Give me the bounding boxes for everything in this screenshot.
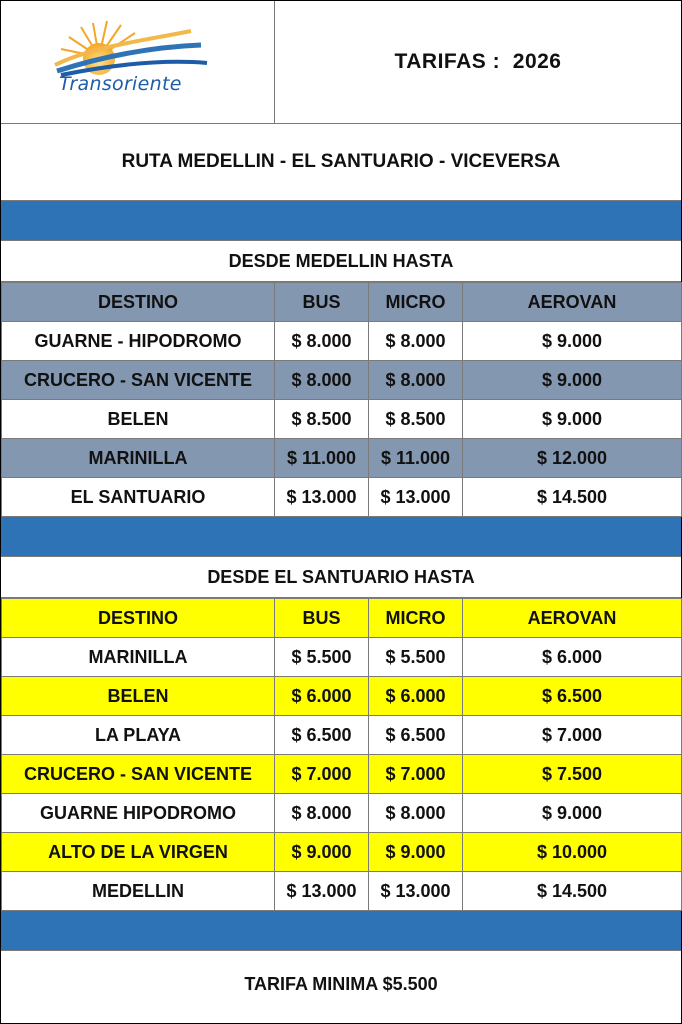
bus-price-cell: $ 9.000 bbox=[275, 833, 369, 872]
column-header-aerovan: AEROVAN bbox=[463, 599, 682, 638]
aerovan-price-cell: $ 7.000 bbox=[463, 716, 682, 755]
bus-price-cell: $ 6.000 bbox=[275, 677, 369, 716]
micro-price-cell: $ 7.000 bbox=[369, 755, 463, 794]
table-row bbox=[2, 400, 682, 439]
micro-price-cell: $ 8.000 bbox=[369, 322, 463, 361]
micro-price-cell: $ 8.000 bbox=[369, 361, 463, 400]
micro-price-cell: $ 6.500 bbox=[369, 716, 463, 755]
micro-price-cell: $ 13.000 bbox=[369, 478, 463, 517]
destination-cell: EL SANTUARIO bbox=[2, 478, 275, 517]
bus-price-cell: $ 5.500 bbox=[275, 638, 369, 677]
column-header-bus: BUS bbox=[275, 283, 369, 322]
destination-cell: LA PLAYA bbox=[2, 716, 275, 755]
destination-cell: CRUCERO - SAN VICENTE bbox=[2, 361, 275, 400]
column-header-aerovan: AEROVAN bbox=[463, 283, 682, 322]
table-row bbox=[2, 716, 682, 755]
table-row bbox=[2, 322, 682, 361]
aerovan-price-cell: $ 14.500 bbox=[463, 478, 682, 517]
destination-cell: BELEN bbox=[2, 677, 275, 716]
sun-logo-icon bbox=[51, 17, 211, 79]
column-header-destino: DESTINO bbox=[2, 283, 275, 322]
table-row bbox=[2, 361, 682, 400]
header bbox=[1, 1, 681, 124]
destination-cell: ALTO DE LA VIRGEN bbox=[2, 833, 275, 872]
bus-price-cell: $ 8.000 bbox=[275, 322, 369, 361]
table-row bbox=[2, 755, 682, 794]
section-title-medellin: DESDE MEDELLIN HASTA bbox=[1, 241, 681, 282]
logo bbox=[1, 1, 275, 123]
aerovan-price-cell: $ 9.000 bbox=[463, 361, 682, 400]
destination-cell: BELEN bbox=[2, 400, 275, 439]
tariff-table-medellin bbox=[1, 282, 682, 517]
destination-cell: MEDELLIN bbox=[2, 872, 275, 911]
minimum-fare: TARIFA MINIMA $5.500 bbox=[244, 973, 438, 994]
aerovan-price-cell: $ 9.000 bbox=[463, 322, 682, 361]
table-row bbox=[2, 478, 682, 517]
bus-price-cell: $ 13.000 bbox=[275, 478, 369, 517]
aerovan-price-cell: $ 7.500 bbox=[463, 755, 682, 794]
table-row bbox=[2, 638, 682, 677]
route-title: RUTA MEDELLIN - EL SANTUARIO - VICEVERSA bbox=[1, 124, 681, 201]
aerovan-price-cell: $ 14.500 bbox=[463, 872, 682, 911]
bus-price-cell: $ 8.000 bbox=[275, 794, 369, 833]
bus-price-cell: $ 13.000 bbox=[275, 872, 369, 911]
micro-price-cell: $ 11.000 bbox=[369, 439, 463, 478]
micro-price-cell: $ 6.000 bbox=[369, 677, 463, 716]
table-row bbox=[2, 439, 682, 478]
blue-band bbox=[1, 201, 681, 241]
aerovan-price-cell: $ 12.000 bbox=[463, 439, 682, 478]
column-header-bus: BUS bbox=[275, 599, 369, 638]
micro-price-cell: $ 8.500 bbox=[369, 400, 463, 439]
aerovan-price-cell: $ 6.500 bbox=[463, 677, 682, 716]
aerovan-price-cell: $ 10.000 bbox=[463, 833, 682, 872]
destination-cell: CRUCERO - SAN VICENTE bbox=[2, 755, 275, 794]
column-header-micro: MICRO bbox=[369, 599, 463, 638]
destination-cell: MARINILLA bbox=[2, 439, 275, 478]
table-row bbox=[2, 872, 682, 911]
bus-price-cell: $ 8.000 bbox=[275, 361, 369, 400]
section-title-santuario: DESDE EL SANTUARIO HASTA bbox=[1, 557, 681, 598]
column-header-destino: DESTINO bbox=[2, 599, 275, 638]
destination-cell: GUARNE - HIPODROMO bbox=[2, 322, 275, 361]
micro-price-cell: $ 5.500 bbox=[369, 638, 463, 677]
aerovan-price-cell: $ 6.000 bbox=[463, 638, 682, 677]
micro-price-cell: $ 8.000 bbox=[369, 794, 463, 833]
column-header-micro: MICRO bbox=[369, 283, 463, 322]
destination-cell: GUARNE HIPODROMO bbox=[2, 794, 275, 833]
bus-price-cell: $ 7.000 bbox=[275, 755, 369, 794]
aerovan-price-cell: $ 9.000 bbox=[463, 400, 682, 439]
bus-price-cell: $ 11.000 bbox=[275, 439, 369, 478]
bus-price-cell: $ 6.500 bbox=[275, 716, 369, 755]
table-row bbox=[2, 677, 682, 716]
aerovan-price-cell: $ 9.000 bbox=[463, 794, 682, 833]
table-row bbox=[2, 833, 682, 872]
tariff-table-santuario bbox=[1, 598, 682, 911]
tariff-title: TARIFAS : 2026 bbox=[394, 50, 562, 73]
micro-price-cell: $ 9.000 bbox=[369, 833, 463, 872]
bus-price-cell: $ 8.500 bbox=[275, 400, 369, 439]
title-cell bbox=[275, 1, 681, 123]
micro-price-cell: $ 13.000 bbox=[369, 872, 463, 911]
logo-text: Transoriente bbox=[59, 73, 182, 95]
destination-cell: MARINILLA bbox=[2, 638, 275, 677]
table-row bbox=[2, 794, 682, 833]
blue-band bbox=[1, 517, 681, 557]
